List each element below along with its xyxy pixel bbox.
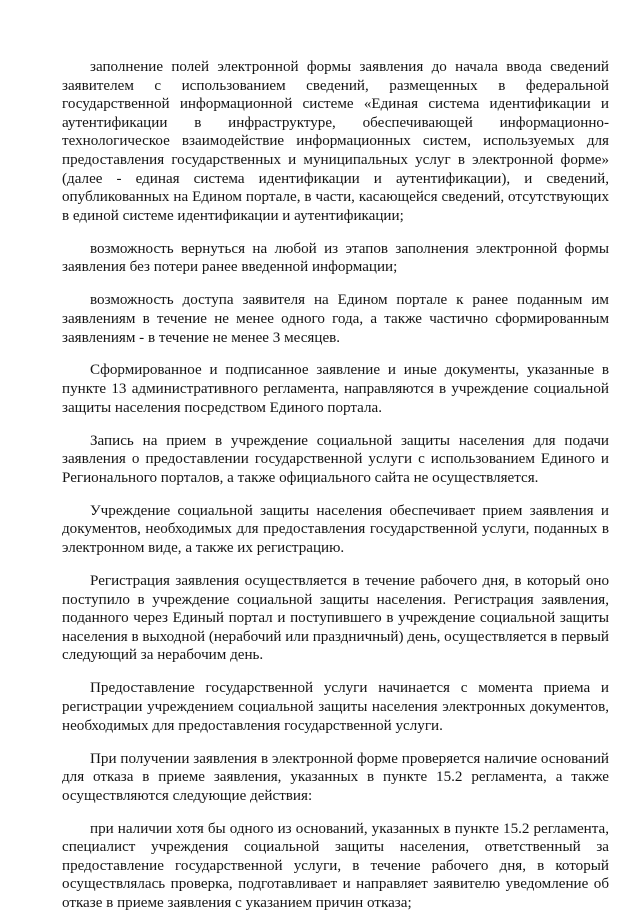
paragraph-service-start: Предоставление государственной услуги начинается с момента приема и регистрации учреждением социальной защиты населения электронных документов, необходимых для предоставления государственной услуги. bbox=[62, 680, 609, 734]
paragraph-application-reception: Учреждение социальной защиты населения обеспечивает прием заявления и документов, необходимых для предоставления государственной услуги, поданных в электронном виде, а также их регистрацию. bbox=[62, 502, 609, 557]
paragraph-identification-fill: заполнение полей электронной формы заявления до начала ввода сведений заявителем с использованием сведений, размещенных в федеральной государственной информационной системе «Единая система идентификации и аутентификации в инфраструктуре, обеспечивающей информационно-технологическое взаимодействие информационных систем, используемых для предоставления государственных и муниципальных услуг в электронной форме» (далее - единая система идентификации и аутентификации), и сведений, опубликованных на Едином портале, в части, касающейся сведений, отсутствующих в единой системе идентификации и аутентификации; bbox=[62, 59, 609, 224]
document-page bbox=[62, 58, 609, 913]
paragraph-refusal-notification: при наличии хотя бы одного из оснований, указанных в пункте 15.2 регламента, специалист учреждения социальной защиты населения, ответственный за предоставление государственной услуги, в течение рабочего дня, в который осуществлялась проверка, подготавливает и направляет заявителю уведомление об отказе в приеме заявления с указанием причин отказа; bbox=[62, 820, 609, 912]
paragraph-signed-application-sending: Сформированное и подписанное заявление и иные документы, указанные в пункте 13 административного регламента, направляются в учреждение социальной защиты населения посредством Единого портала. bbox=[62, 362, 609, 416]
paragraph-refusal-check: При получении заявления в электронной форме проверяется наличие оснований для отказа в приеме заявления, указанных в пункте 15.2 регламента, а также осуществляются следующие действия: bbox=[62, 750, 609, 804]
paragraph-access-previous-applications: возможность доступа заявителя на Едином портале к ранее поданным им заявлениям в течение не менее одного года, а также частично сформированным заявлениям - в течение не менее 3 месяцев. bbox=[62, 292, 609, 346]
paragraph-registration-timing: Регистрация заявления осуществляется в течение рабочего дня, в который оно поступило в учреждение социальной защиты населения. Регистрация заявления, поданного через Единый портал и поступившего в учреждение социальной защиты населения в выходной (нерабочий или праздничный) день, осуществляется в первый следующий за нерабочим день. bbox=[62, 573, 609, 664]
paragraph-return-to-step: возможность вернуться на любой из этапов заполнения электронной формы заявления без потери ранее введенной информации; bbox=[62, 240, 609, 276]
paragraph-appointment-booking: Запись на прием в учреждение социальной защиты населения для подачи заявления о предоставлении государственной услуги с использованием Единого и Регионального порталов, а также официального сайта не осуществляется. bbox=[62, 432, 609, 486]
